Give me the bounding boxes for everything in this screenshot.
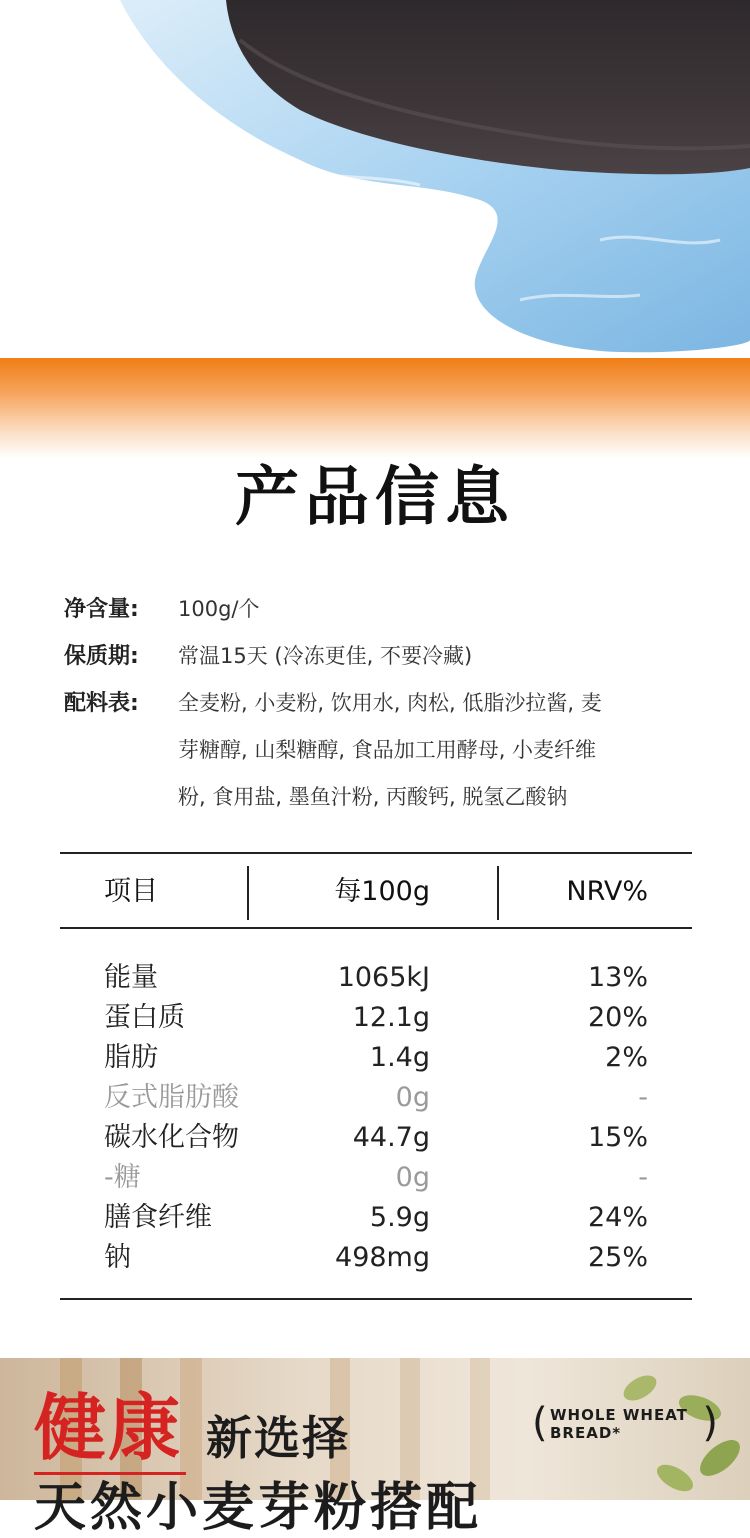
nutrient-name: 脂肪	[104, 1042, 158, 1073]
orange-band	[0, 358, 750, 458]
nutrient-nrv: 25%	[587, 1242, 648, 1273]
info-row-net-weight	[64, 586, 704, 633]
nutrient-amount: 0g	[395, 1162, 430, 1193]
product-info	[64, 586, 704, 821]
nutrient-name: 钠	[104, 1242, 131, 1273]
nutrient-amount: 498mg	[335, 1242, 430, 1273]
nutrient-name: 能量	[104, 962, 158, 993]
whole-wheat-tag	[532, 1400, 722, 1450]
info-row-ingredients	[64, 680, 704, 821]
nutrient-nrv: 2%	[605, 1042, 648, 1073]
header-item: 项目	[104, 876, 158, 907]
nutrient-amount: 12.1g	[352, 1002, 430, 1033]
table-row	[60, 1038, 692, 1078]
tag-line-2: BREAD*	[550, 1424, 622, 1442]
table-row	[60, 1198, 692, 1238]
banner-cut-text: 天然小麦芽粉搭配	[34, 1478, 483, 1538]
table-row	[60, 1118, 692, 1158]
info-value	[178, 680, 668, 821]
ingredients-line: 全麦粉, 小麦粉, 饮用水, 肉松, 低脂沙拉酱, 麦	[178, 691, 602, 715]
info-value: 常温15天 (冷冻更佳, 不要冷藏)	[178, 644, 473, 668]
nutrient-nrv: 13%	[587, 962, 648, 993]
info-label: 保质期:	[64, 644, 139, 669]
banner-underline	[34, 1472, 186, 1475]
info-row-shelf-life	[64, 633, 704, 680]
nutrient-amount: 1065kJ	[337, 962, 430, 993]
table-body	[60, 958, 692, 1278]
nutrient-amount: 44.7g	[352, 1122, 430, 1153]
nutrient-nrv: 24%	[587, 1202, 648, 1233]
info-label: 净含量:	[64, 597, 139, 622]
left-bracket-icon: (	[532, 1400, 548, 1446]
table-row	[60, 958, 692, 998]
nutrient-name: 碳水化合物	[104, 1122, 239, 1153]
nutrient-nrv: -	[638, 1162, 648, 1193]
ingredients-line: 粉, 食用盐, 墨鱼汁粉, 丙酸钙, 脱氢乙酸钠	[178, 785, 568, 809]
nutrient-amount: 5.9g	[369, 1202, 430, 1233]
bread-on-water-illustration	[0, 0, 750, 358]
table-header-rule	[60, 927, 692, 929]
table-row	[60, 1158, 692, 1198]
nutrient-nrv: 20%	[587, 1002, 648, 1033]
header-divider	[247, 866, 249, 920]
hero-image	[0, 0, 750, 358]
banner-headline: 健康	[34, 1386, 183, 1470]
ingredients-line: 芽糖醇, 山梨糖醇, 食品加工用酵母, 小麦纤维	[178, 738, 597, 762]
section-title: 产品信息	[235, 461, 515, 535]
promo-banner	[0, 1358, 750, 1538]
header-divider	[497, 866, 499, 920]
table-row	[60, 1238, 692, 1278]
info-label: 配料表:	[64, 691, 139, 716]
nutrient-amount: 0g	[395, 1082, 430, 1113]
nutrient-amount: 1.4g	[369, 1042, 430, 1073]
table-top-rule	[60, 852, 692, 854]
table-bottom-rule	[60, 1298, 692, 1300]
tag-line-1: WHOLE WHEAT	[550, 1406, 688, 1424]
right-bracket-icon: )	[702, 1400, 718, 1446]
table-row	[60, 998, 692, 1038]
banner-subhead: 新选择	[206, 1411, 350, 1465]
nutrient-nrv: -	[638, 1082, 648, 1113]
nutrient-nrv: 15%	[587, 1122, 648, 1153]
nutrient-name: 膳食纤维	[104, 1202, 212, 1233]
nutrient-name: 蛋白质	[104, 1002, 185, 1033]
header-nrv: NRV%	[566, 876, 648, 907]
info-value: 100g/个	[178, 597, 260, 621]
header-per-100g: 每100g	[334, 876, 430, 907]
nutrient-name: 反式脂肪酸	[104, 1082, 239, 1113]
nutrient-name: -糖	[104, 1162, 141, 1193]
table-row	[60, 1078, 692, 1118]
